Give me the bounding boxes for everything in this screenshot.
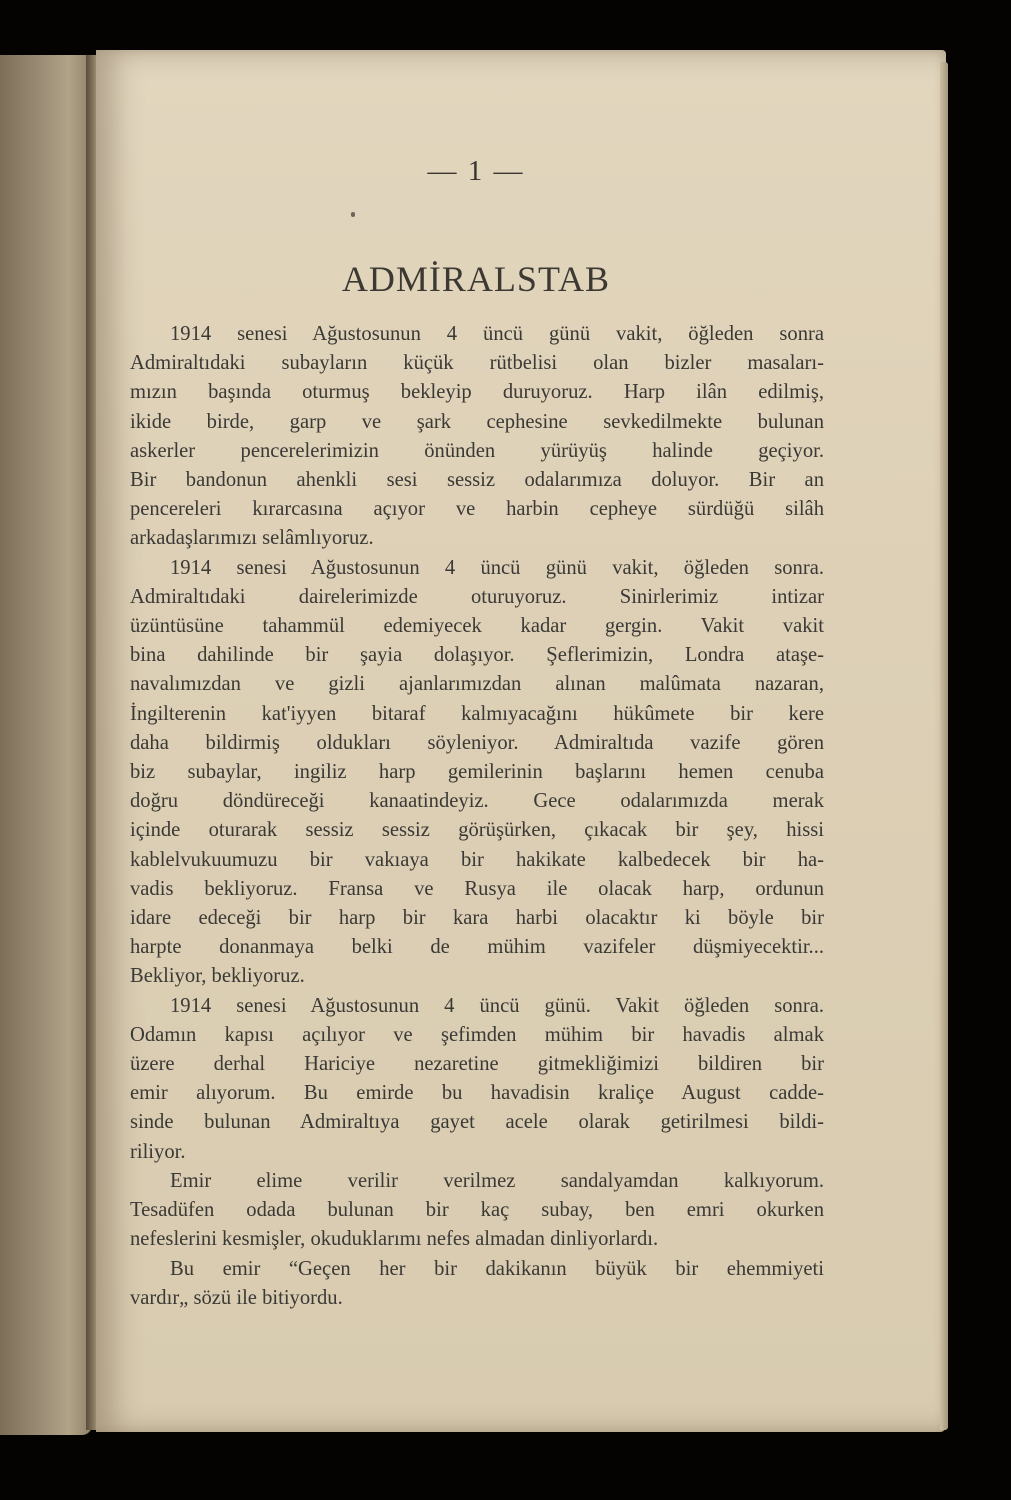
text-line: 1914 senesi Ağustosunun 4 üncü günü. Vakit öğleden sonra. <box>170 994 824 1017</box>
chapter-title: ADMİRALSTAB <box>341 259 611 299</box>
text-line: navalımızdan ve gizli ajanlarımızdan alınan malûmata nazaran, <box>130 673 824 696</box>
text-line: 1914 senesi Ağustosunun 4 üncü günü vakit, öğleden sonra <box>170 323 824 345</box>
paragraph <box>130 1167 824 1255</box>
text-line: Bu emir “Geçen her bir dakikanın büyük bir ehemmiyeti <box>170 1257 824 1280</box>
text-line: vadis bekliyoruz. Fransa ve Rusya ile olacak harp, ordunun <box>130 877 824 900</box>
text-line: Odamın kapısı açılıyor ve şefimden mühim bir havadis almak <box>130 1023 824 1046</box>
text-line: askerler pencerelerimizin önünden yürüyüş halinde geçiyor. <box>130 439 824 462</box>
text-line: vardır„ sözü ile bitiyordu. <box>130 1286 343 1309</box>
text-line: kablelvukuumuzu bir vakıaya bir hakikate kalbedecek bir ha- <box>130 848 824 871</box>
text-line: pencereleri kırarcasına açıyor ve harbin cepheye sürdüğü silâh <box>130 498 824 521</box>
text-line: emir alıyorum. Bu emirde bu havadisin kraliçe August cadde- <box>130 1082 824 1105</box>
text-line: harpte donanmaya belki de mühim vazifeler düşmiyecektir... <box>130 936 824 959</box>
text-line: Admiraltıdaki dairelerimizde oturuyoruz. Sinirlerimiz intizar <box>130 585 824 608</box>
text-line: İngilterenin kat'iyyen bitaraf kalmıyacağını hükûmete bir kere <box>130 702 824 725</box>
text-line: idare edeceği bir harp bir kara harbi olacaktır ki böyle bir <box>130 907 824 930</box>
text-line: Bir bandonun ahenkli sesi sessiz odalarımıza doluyor. Bir an <box>130 469 824 492</box>
text-line: üzere derhal Hariciye nezaretine gitmekliğimizi bildiren bir <box>130 1053 824 1076</box>
text-line: doğru döndüreceği kanaatindeyiz. Gece odalarımızda merak <box>130 790 824 813</box>
page-number: — 1 — <box>427 155 525 187</box>
text-line: riliyor. <box>130 1140 186 1163</box>
text-line: daha bildirmiş oldukları söyleniyor. Admiraltıda vazife gören <box>130 731 824 754</box>
text-line: ikide birde, garp ve şark cephesine sevkedilmekte bulunan <box>130 410 824 433</box>
text-line: biz subaylar, ingiliz harp gemilerinin başlarını hemen cenuba <box>130 761 824 784</box>
text-line: içinde oturarak sessiz sessiz görüşürken, çıkacak bir şey, hissi <box>130 819 824 842</box>
text-line: arkadaşlarımızı selâmlıyoruz. <box>130 527 374 550</box>
text-line: nefeslerini kesmişler, okuduklarımı nefes almadan dinliyorlardı. <box>130 1228 659 1251</box>
text-line: sinde bulunan Admiraltıya gayet acele olarak getirilmesi bildi- <box>130 1111 824 1134</box>
paragraph <box>130 1255 824 1313</box>
paragraph <box>130 992 824 1167</box>
paragraph <box>130 554 824 992</box>
text-line: mızın başında oturmuş bekleyip duruyoruz. Harp ilân edilmiş, <box>130 381 824 404</box>
text-line: üzüntüsüne tahammül edemiyecek kadar gergin. Vakit vakit <box>130 615 824 638</box>
text-line: Admiraltıdaki subayların küçük rütbelisi olan bizler masaları- <box>130 352 824 375</box>
text-line: Emir elime verilir verilmez sandalyamdan kalkıyorum. <box>170 1169 824 1192</box>
ink-speck <box>351 212 355 217</box>
text-line: 1914 senesi Ağustosunun 4 üncü günü vakit, öğleden sonra. <box>170 556 824 579</box>
text-line: Bekliyor, bekliyoruz. <box>130 965 305 988</box>
paragraph <box>130 320 824 554</box>
body-text <box>130 320 824 1313</box>
text-line: Tesadüfen odada bulunan bir kaç subay, ben emri okurken <box>130 1199 824 1222</box>
text-line: bina dahilinde bir şayia dolaşıyor. Şeflerimizin, Londra ataşe- <box>130 644 824 667</box>
